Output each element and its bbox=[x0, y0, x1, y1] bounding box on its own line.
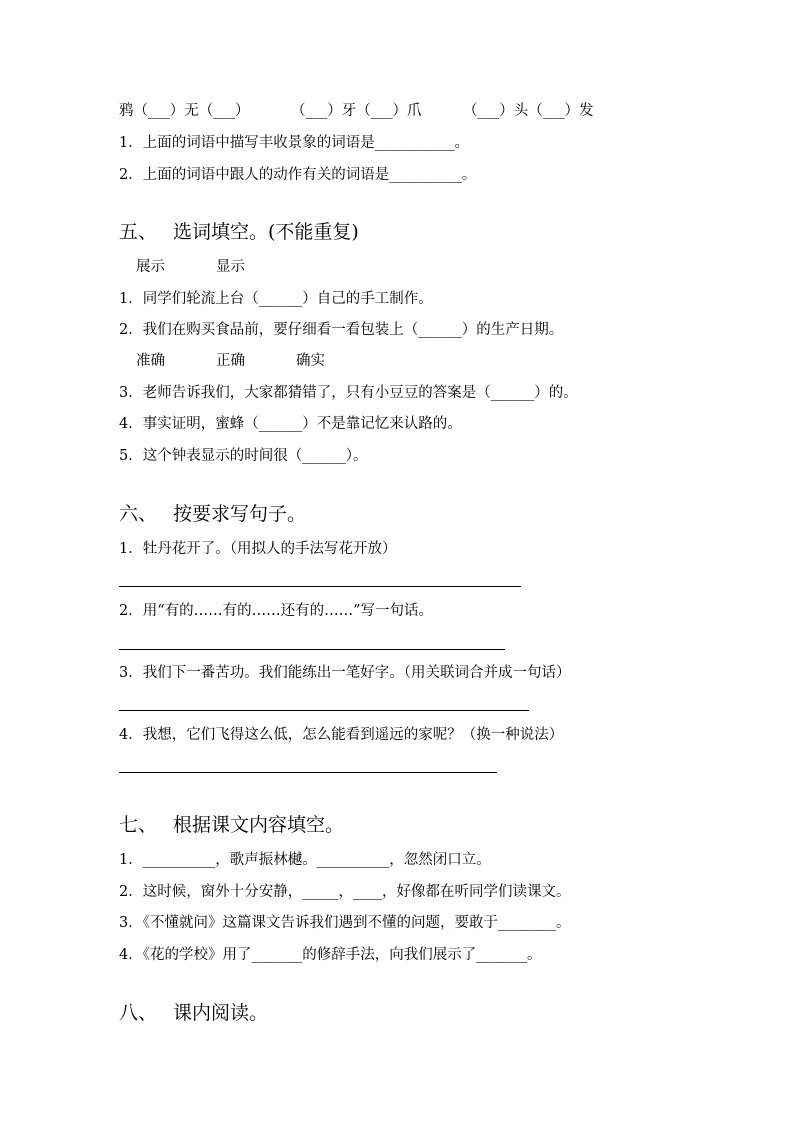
answer-line bbox=[119, 710, 529, 711]
question-fill-2: 2．我们在购买食品前，要仔细看一看包装上（______）的生产日期。 bbox=[119, 322, 564, 338]
answer-line bbox=[119, 586, 521, 587]
question-action-words: 2．上面的词语中跟人的动作有关的词语是__________。 bbox=[119, 167, 477, 183]
word-choice: 展示 bbox=[136, 259, 165, 275]
section-number: 六、 bbox=[119, 503, 158, 525]
section-heading-6 bbox=[119, 502, 306, 526]
word-choices-group-1 bbox=[136, 257, 245, 277]
question-fill-3: 3．老师告诉我们，大家都猜错了，只有小豆豆的答案是（______）的。 bbox=[119, 385, 578, 401]
word-choices-group-2 bbox=[136, 351, 325, 371]
section-title: 课内阅读。 bbox=[173, 1002, 269, 1024]
sentence-task-2: 2．用“有的……有的……还有的……”写一句话。 bbox=[119, 603, 434, 619]
word-fill-row: 鸦（___）无（___） （___）牙（___）爪 （___）头（___）发 bbox=[119, 103, 594, 119]
word-choice: 正确 bbox=[216, 353, 245, 369]
text-fill-1: 1．__________，歌声振林樾。__________，忽然闭口立。 bbox=[119, 852, 491, 868]
question-fill-4: 4．事实证明，蜜蜂（______）不是靠记忆来认路的。 bbox=[119, 416, 462, 432]
section-number: 七、 bbox=[119, 814, 158, 836]
sentence-task-1: 1．牡丹花开了。（用拟人的手法写花开放） bbox=[119, 541, 397, 557]
question-fill-5: 5．这个钟表显示的时间很（______）。 bbox=[119, 448, 368, 464]
section-number: 五、 bbox=[119, 221, 158, 243]
section-title: 根据课文内容填空。 bbox=[173, 814, 345, 836]
answer-line bbox=[119, 772, 497, 773]
word-choice: 准确 bbox=[136, 353, 165, 369]
question-harvest-words: 1．上面的词语中描写丰收景象的词语是___________。 bbox=[119, 135, 469, 151]
section-heading-5 bbox=[119, 220, 359, 244]
answer-line bbox=[119, 649, 505, 650]
section-heading-7 bbox=[119, 813, 344, 837]
word-choice: 显示 bbox=[216, 259, 245, 275]
section-title: 选词填空。(不能重复) bbox=[173, 221, 359, 243]
section-number: 八、 bbox=[119, 1002, 158, 1024]
section-title: 按要求写句子。 bbox=[173, 503, 307, 525]
section-heading-8 bbox=[119, 1001, 268, 1025]
sentence-task-4: 4．我想，它们飞得这么低，怎么能看到遥远的家呢？（换一种说法） bbox=[119, 727, 564, 743]
sentence-task-3: 3．我们下一番苦功。我们能练出一笔好字。（用关联词合并成一句话） bbox=[119, 665, 571, 681]
word-choice: 确实 bbox=[296, 353, 325, 369]
text-fill-2: 2．这时候，窗外十分安静，_____，____，好像都在听同学们读课文。 bbox=[119, 884, 571, 900]
text-fill-4: 4．《花的学校》用了_______的修辞手法，向我们展示了_______。 bbox=[119, 947, 542, 963]
text-fill-3: 3．《不懂就问》这篇课文告诉我们遇到不懂的问题，要敢于________。 bbox=[119, 915, 571, 931]
question-fill-1: 1．同学们轮流上台（______）自己的手工制作。 bbox=[119, 291, 433, 307]
